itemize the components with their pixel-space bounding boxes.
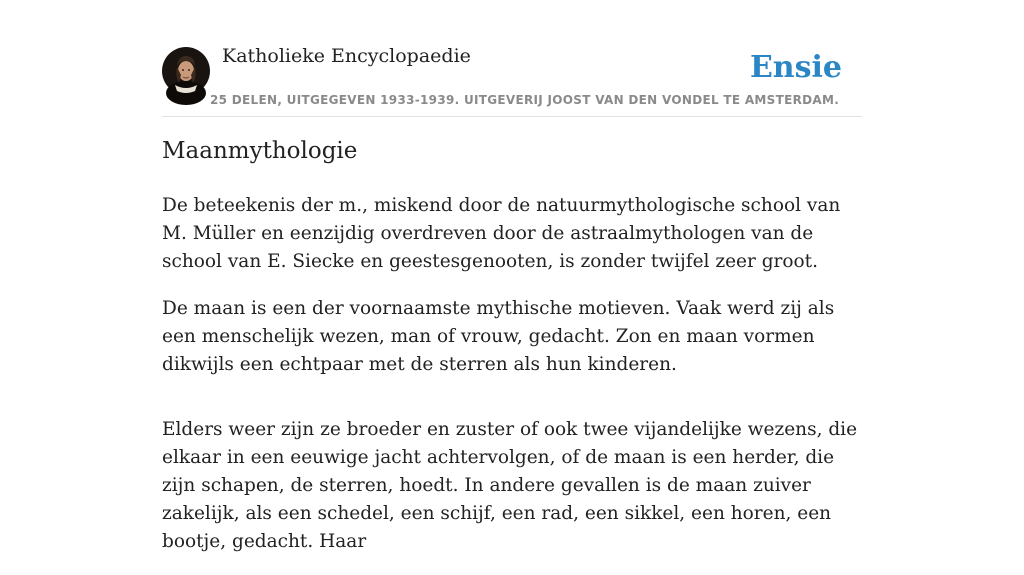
source-header [162, 40, 862, 117]
article-paragraph: De maan is een der voornaamste mythische motieven. Vaak werd zij als een menschelijk wezen, man of vrouw, gedacht. Zon en maan vormen dikwijls een echtpaar met de sterren als hun kinderen. [162, 298, 835, 375]
article-paragraph: Elders weer zijn ze broeder en zuster of ook twee vijandelijke wezens, die elkaar in een eeuwige jacht achtervolgen, of de maan is een herder, die zijn schapen, de sterren, hoedt. In andere gevallen is de maan zuiver zakelijk, als een schedel, een schijf, een rad, een sikkel, een horen, een bootje, gedacht. Haar [162, 419, 858, 552]
article-body [162, 192, 866, 575]
article-title: Maanmythologie [162, 138, 358, 164]
article-paragraph: De beteekenis der m., miskend door de natuurmythologische school van M. Müller en eenzijdig overdreven door de astraalmythologen van de school van E. Siecke en geestesgenooten, is zonder twijfel zeer groot. [162, 195, 841, 272]
source-title[interactable]: Katholieke Encyclopaedie [222, 45, 471, 67]
avatar[interactable] [162, 47, 210, 95]
portrait-avatar-icon [162, 47, 210, 95]
source-subtitle: 25 DELEN, UITGEGEVEN 1933-1939. UITGEVERIJ JOOST VAN DEN VONDEL TE AMSTERDAM. [210, 93, 840, 107]
brand-logo[interactable]: Ensie [749, 50, 842, 85]
